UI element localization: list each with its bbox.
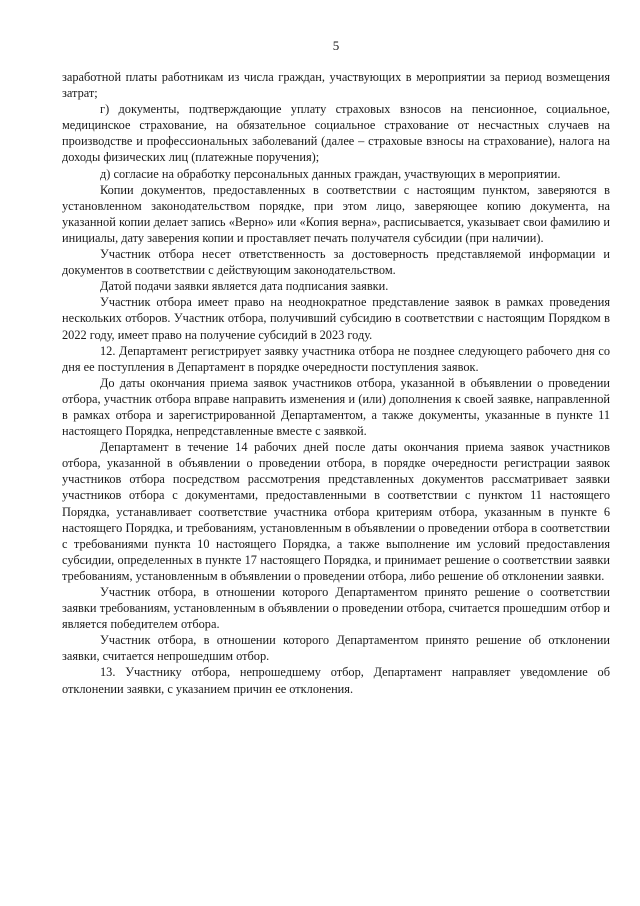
- paragraph-salary-continuation: заработной платы работникам из числа граждан, участвующих в мероприятии за период возмещения затрат;: [62, 70, 610, 101]
- paragraph-responsibility: Участник отбора несет ответственность за достоверность представляемой информации и документов в соответствии с действующим законодательством.: [62, 247, 610, 278]
- paragraph-winner: Участник отбора, в отношении которого Департаментом принято решение о соответствии заявки требованиям, установленным в объявлении о проведении отбора, считается прошедшим отбор и является победителем отбора.: [62, 585, 610, 632]
- paragraph-repeated-submission: Участник отбора имеет право на неоднократное представление заявок в рамках проведения нескольких отборов. Участник отбора, получивший субсидию в соответствии с настоящим Порядком в 2022 году, имеет право на получение субсидий в 2023 году.: [62, 295, 610, 342]
- paragraph-item-g: г) документы, подтверждающие уплату страховых взносов на пенсионное, социальное, медицинское страхование, на обязательное социальное страхование от несчастных случаев на производстве и профессиональных заболеваний (далее – страховые взносы на страхование), налога на доходы физических лиц (платежные поручения);: [62, 102, 610, 165]
- paragraph-changes: До даты окончания приема заявок участников отбора, указанной в объявлении о проведении отбора, участник отбора вправе направить изменения и (или) дополнения к своей заявке, направленной в рамках отбора и зарегистрированной Департаментом, а также документы, указанные в пункте 11 настоящего Порядка, непредставленные вместе с заявкой.: [62, 375, 610, 439]
- paragraph-rejected: Участник отбора, в отношении которого Департаментом принято решение об отклонении заявки, считается непрошедшим отбор.: [62, 633, 610, 664]
- page-number: 5: [332, 38, 340, 53]
- paragraph-item-13: 13. Участнику отбора, непрошедшему отбор, Департамент направляет уведомление об отклонении заявки, с указанием причин ее отклонения.: [62, 665, 610, 696]
- paragraph-review: Департамент в течение 14 рабочих дней после даты окончания приема заявок участников отбора, указанной в объявлении о проведении отбора, в порядке очередности регистрации заявок участников отбора посредством рассмотрения представленных документов рассматривает заявки участников отбора с документами, предоставленными в соответствии с пунктом 11 настоящего Порядка, устанавливает соответствие участника отбора критериям отбора, указанным в пункте 6 настоящего Порядка, и требованиям, установленным в объявлении о проведении отбора в соответствии с требованиями пункта 10 настоящего Порядка, а также выполнение им условий предоставления субсидии, определенных в пункте 17 настоящего Порядка, и принимает решение о соответствии заявки требованиям, установленным в объявлении о проведении отбора, либо решение об отклонении заявки.: [62, 440, 610, 583]
- paragraph-item-d: д) согласие на обработку персональных данных граждан, участвующих в мероприятии.: [100, 166, 561, 181]
- document-page: [62, 38, 610, 697]
- paragraph-submission-date: Датой подачи заявки является дата подписания заявки.: [100, 279, 389, 294]
- paragraph-item-12: 12. Департамент регистрирует заявку участника отбора не позднее следующего рабочего дня со дня ее поступления в Департамент в порядке очередности поступления заявок.: [62, 343, 610, 374]
- paragraph-copies: Копии документов, предоставленных в соответствии с настоящим пунктом, заверяются в установленном законодательством порядке, при этом лицо, заверяющее копию документа, на указанной копии делает запись «Верно» или «Копия верна», расписывается, указывает свои фамилию и инициалы, дату заверения копии и проставляет печать получателя субсидии (при наличии).: [62, 182, 610, 245]
